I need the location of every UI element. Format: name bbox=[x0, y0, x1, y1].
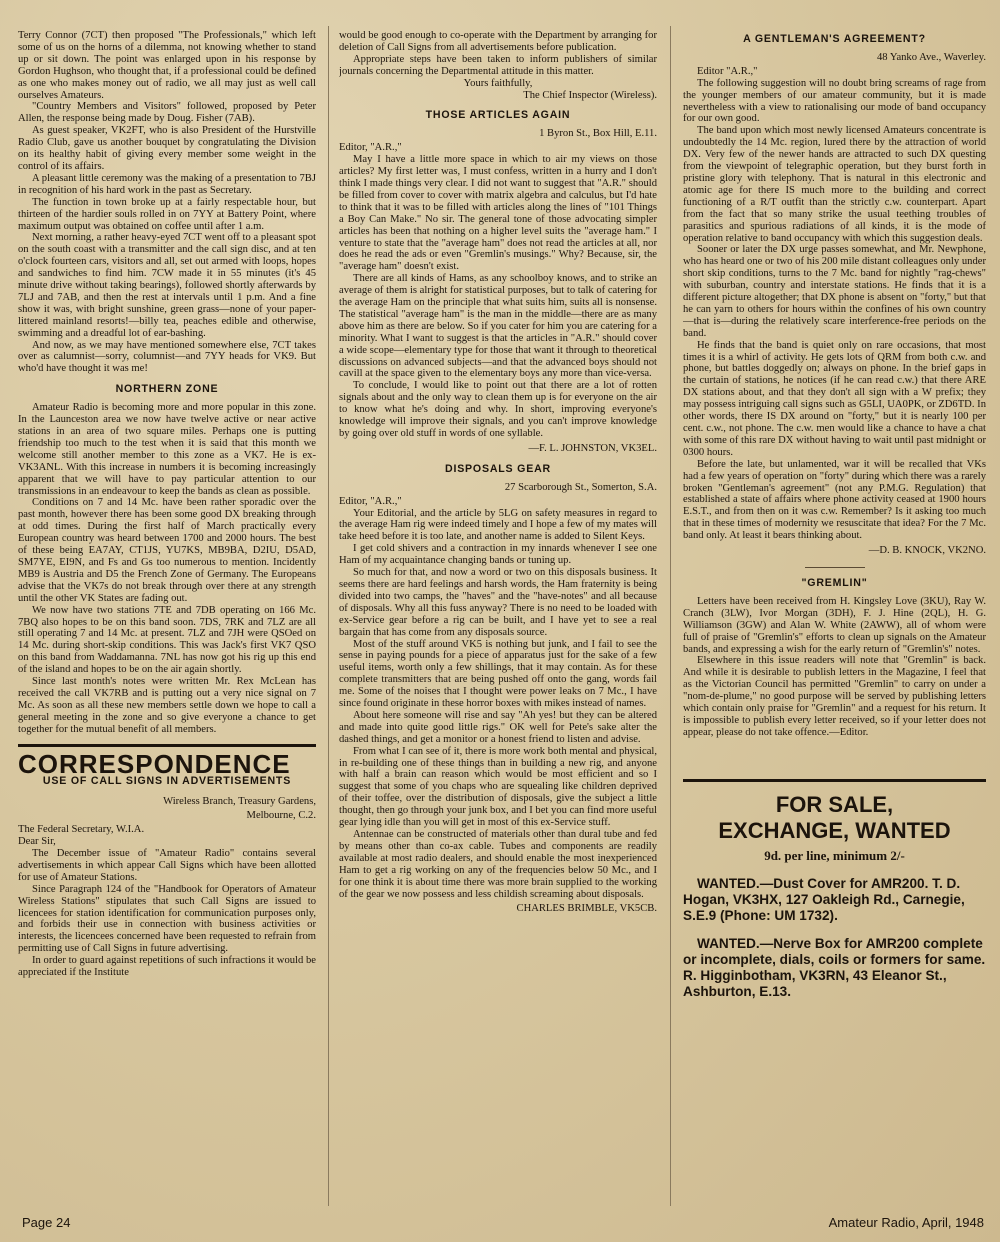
paragraph: He finds that the band is quiet only on rare occasions, that most times it is a whirl of activity. He gets lots of QRM from both c.w. and phone, but battles doggedly on; always on phone. In the brief gaps in the curtain of stations, he notices (if he can read c.w.) that there ARE DX stations about, and that they don't all sign with a W prefix; they may possess intriguing call signs such as G5LI, UA0PK, or ZD6TD. In other words, there IS DX around on "forty," but it is nearly 100 per cent. c.w., not phone. The c.w. men would like a chance to have a chat with some of this rare DX without having to wait until past midnight or 0300 hours. bbox=[683, 339, 986, 458]
ad-lead: WANTED. bbox=[697, 875, 760, 891]
paragraph: Most of the stuff around VK5 is nothing but junk, and I fail to see the sense in paying pounds for a piece of apparatus just for the sake of a few useful items, worth only a few shillings, that it may contain. As for these complete transmitters that are being pushed off onto the gang, words fail me. Some of the noises that I thought were power leaks on 7 Mc., I have since found originate in these horror boxes with mikes instead of names. bbox=[339, 638, 657, 710]
paragraph: So much for that, and now a word or two on this disposals business. It seems there are hard feelings and harsh words, the Ham fraternity is being divided into two camps, the "haves" and the "have-notes" and all because of disposals. Why all this fuss anyway? There is no need to be loaded with ex-Service gear before a rig can be built, and I have yet to see a real bargain that has come from any disposals source. bbox=[339, 567, 657, 638]
for-sale-title bbox=[683, 792, 986, 844]
paragraph: May I have a little more space in which to air my views on those articles? My first letter was, I must confess, written in a hurry and I don't think I made things very clear. I did not want to suggest that "A.R." should be filled from cover to cover with matrix algebra and calculus, but I'd hate to think that it was to be filled with articles along the lines of "101 Things a Boy Can Make." No sir. The general tone of those advocating simpler articles has been that nothing on a higher level suits the "average ham." I venture to state that the "average ham" does not read the articles at all, nor does he read the ads or even "Gremlin's musings." Why? Because, sir, the "average ham" doesn't exist. bbox=[339, 154, 657, 273]
paragraph: Before the late, but unlamented, war it will be recalled that VKs had a few years of operation on "forty" during which there was a rarely broken "Gentleman's agreement" (not any P.M.G. Regulation) that established a state of affairs where phone activity ceased at 1900 hours E.S.T., and from then on it was c.w. Remember? Is it asking too much that in these times of modernity we resuscitate that idea? For the 7 Mc. band only. At least it bears thinking about. bbox=[683, 458, 986, 542]
paragraph: would be good enough to co-operate with the Department by arranging for deletion of Call Signs from all advertisements before publication. bbox=[339, 30, 657, 53]
letter-signature: CHARLES BRIMBLE, VK5CB. bbox=[516, 903, 657, 915]
ad-rate: 9d. per line, minimum 2/- bbox=[764, 847, 905, 863]
letter-salutation: Editor "A.R.," bbox=[697, 65, 758, 77]
paragraph: The December issue of "Amateur Radio" contains several advertisements in which appear Call Signs which have been allotted for use of Amateur Stations. bbox=[18, 848, 316, 883]
letter-address: Wireless Branch, Treasury Gardens, bbox=[163, 796, 316, 808]
letter-address: Melbourne, C.2. bbox=[246, 810, 316, 822]
letter-signature: The Chief Inspector (Wireless). bbox=[523, 89, 657, 101]
paragraph: Since Paragraph 124 of the "Handbook for Operators of Amateur Wireless Stations" stipulates that such Call Signs are issued to licencees for station identification for communication purposes only, and forbids their use in connection with business activities or interests, the licencees concerned have been requested to refrain from permitting use of Call Signs in future advertising. bbox=[18, 883, 316, 955]
paragraph: About here someone will rise and say "Ah yes! but they can be altered and made into quite good little rigs." OK well for Pete's sake alter the dashed things, and get a monitor or a honest friend to listen and advise. bbox=[339, 709, 657, 745]
section-heading-call-signs: USE OF CALL SIGNS IN ADVERTISEMENTS bbox=[42, 775, 292, 788]
column-left bbox=[18, 30, 316, 1210]
letter-signature: —D. B. KNOCK, VK2NO. bbox=[868, 545, 986, 557]
letter-salutation: Editor, "A.R.," bbox=[339, 495, 402, 507]
paragraph: Sooner or later the DX urge passes somewhat, and Mr. Newphone, who has heard one or two of his 200 mile distant colleagues only under short skip conditions, turns to the 7 Mc. band for nightly "rag-chews" with suburban, country and interstate stations. He finds that it is a different picture altogether; that DX phone is absent on "forty," but that he can yarn to others for hours within the confines of his own country—that is—during the relatively scare interference-free periods on the band. bbox=[683, 244, 986, 339]
letter-salutation: Dear Sir, bbox=[18, 836, 56, 848]
letter-address: 48 Yanko Ave., Waverley. bbox=[877, 51, 986, 63]
paragraph: A pleasant little ceremony was the making of a presentation to 7BJ in recognition of his hard work in the past as Secretary. bbox=[18, 172, 316, 196]
paragraph: To conclude, I would like to point out that there are a lot of rotten signals about and the only way to clean them up is for everyone on the air to know what he's doing and why. In short, improving everyone's knowledge will improve their signals, and you can't improve knowledge by going over old stuff in words of one syllable. bbox=[339, 380, 657, 439]
paragraph: Your Editorial, and the article by 5LG on safety measures in regard to the average Ham rig were indeed timely and I hope a few of my mates will take heed before it is too late, and another name is added to Silent Keys. bbox=[339, 507, 657, 543]
correspondence-title: CORRESPONDENCE bbox=[18, 748, 291, 779]
paragraph: Since last month's notes were written Mr. Rex McLean has received the call VK7RB and is putting out a very nice signal on 7 Mc. As soon as all these new members settle down we hope to call a general meeting in the zone and so give everyone a chance to get together for the mutual benefit of all members. bbox=[18, 676, 316, 735]
paragraph: Appropriate steps have been taken to inform publishers of similar journals concerning the Departmental attitude in this matter. bbox=[339, 53, 657, 77]
ad-lead: WANTED. bbox=[697, 935, 760, 951]
section-divider bbox=[805, 567, 865, 568]
paragraph: We now have two stations 7TE and 7DB operating on 166 Mc. 7BQ also hopes to be on this band soon. 7DS, 7RK and 7LZ are all still operating 7 and 14 Mc. at present. 7LZ and 7JH were QSOed on 14 Mc. during short-skip conditions. This was Jack's first VK7 QSO on this band from Waddamanna. 7NL has now got his rig up this end of the island and hopes to be on the air again shortly. bbox=[18, 604, 316, 676]
letter-address: 1 Byron St., Box Hill, E.11. bbox=[539, 128, 657, 140]
paragraph: The following suggestion will no doubt bring screams of rage from the younger members of our amateur community, but it is made nevertheless with a view to rationalising our mode of band occupancy for our own good. bbox=[683, 77, 986, 125]
letter-salutation: Editor, "A.R.," bbox=[339, 142, 402, 154]
paragraph: Next morning, a rather heavy-eyed 7CT went off to a pleasant spot on the south coast with a transmitter and the call sign disc, and at ten o'clock fourteen cars, visitors and all, set out armed with loops, hopes and sandwiches to find him. 7CW made it in 55 minutes (it's 45 minute drive without taking bearings), followed shortly afterwards by 7LJ and 7AB, and then the rest at intervals until 1 p.m. And a fine show it was, with bright sunshine, green grass—none of your paper-littered mainland resorts!—billy tea, peaches edible and otherwise, swimming and a dreadful lot of ear-bashing. bbox=[18, 232, 316, 339]
section-heading-disposals: DISPOSALS GEAR bbox=[445, 462, 551, 475]
section-heading-gentlemans-agreement: A GENTLEMAN'S AGREEMENT? bbox=[743, 33, 926, 45]
magazine-footer: Amateur Radio, April, 1948 bbox=[828, 1215, 984, 1230]
paragraph: In order to guard against repetitions of such infractions it would be appreciated if the Institute bbox=[18, 955, 316, 979]
column-middle bbox=[339, 30, 657, 1210]
paragraph: As guest speaker, VK2FT, who is also President of the Hurstville Radio Club, gave us another bouquet by congratulating the Division on its healthy habit of giving every member some weight in the control of its affairs. bbox=[18, 125, 316, 172]
paragraph: The band upon which most newly licensed Amateurs concentrate is undoubtedly the 14 Mc. region, lured there by the attraction of world DX. Very few of the newer hands are attracted to such DX questing from the viewpoint of telegraphic operation, but they burst forth in pristine glory with telephony. That is natural in this electronic and atomic age for there IS much more to the building and correct functioning of a R/T outfit than the strictly c.w. counterpart. Apart from the fact that so many strike the usual teething troubles of parasitics and spurious radiations of all kinds, it is the mode of operation relative to band occupancy with which this suggestion deals. bbox=[683, 125, 986, 244]
section-heading-northern-zone: NORTHERN ZONE bbox=[115, 383, 219, 396]
paragraph: And now, as we may have mentioned somewhere else, 7CT takes over as calumnist—sorry, columnist—and 7YY heads for VK9. But who'd have thought it was me! bbox=[18, 339, 316, 375]
letter-closing: Yours faithfully, bbox=[463, 77, 533, 89]
letter-recipient: The Federal Secretary, W.I.A. bbox=[18, 824, 145, 836]
paragraph: Amateur Radio is becoming more and more popular in this zone. In the Launceston area we now have twelve active or near active stations in an area of two square miles. Perhaps one is putting friendship too much to the test when it is said that this month we welcome still another member to this zone as a VK7. He is ex-VK3ANL. With this increase in numbers it is becoming increasingly apparent that we will have to pay particular attention to our transmissions in an endeavour to keep the bands as clean as possible. bbox=[18, 402, 316, 497]
ad-text: —Dust Cover for AMR200. T. D. Hogan, VK3HX, 127 Oakleigh Rd., Carnegie, S.E.9 (Phone: UM 1732). bbox=[683, 875, 965, 923]
paragraph: Conditions on 7 and 14 Mc. have been rather sporadic over the past month, however there has been some good DX breaking through at odd times. During the first half of March practically every European country was heard between 1700 and 2000 hours. The best of these being EA7AY, CT1JS, YU7KS, MB9BA, D2IU, D5AD, SM7YE, EI9N, and Fs and Gs too numerous to mention. Incidently MB9 is Austria and D5 the French Zone of Germany. The Europeans advise that the VK7s do not break through over there at any strength until the other VK States are fading out. bbox=[18, 497, 316, 604]
paragraph: Antennae can be constructed of materials other than dural tube and fed by means other than co-ax cable. Tubes and components are readily available at most radio dealers, and should enable the most inexperienced Ham to get a rig working on any of the frequencies below 50 Mc., and I for one think it is about time there was more brain supplied to the working of the gear we now possess and less childish screaming about disposals. bbox=[339, 829, 657, 900]
paragraph: Letters have been received from H. Kingsley Love (3KU), Ray W. Cranch (3LW), Ivor Morgan (3DH), F. J. Hine (2QL), H. G. Williamson (3GW) and Alan W. White (2AWW), all of whom were full of praise of "Gremlin's" efforts to clean up signals on the Amateur bands, and expressing a wish for the early return of "Gremlin's" notes. bbox=[683, 595, 986, 655]
letter-signature: —F. L. JOHNSTON, VK3EL. bbox=[528, 442, 657, 454]
paragraph: The function in town broke up at a fairly respectable hour, but thirteen of the hardier souls rolled in on 7YY at Battery Point, where maximum output was obtained on coffee until after 1 a.m. bbox=[18, 196, 316, 232]
paragraph: From what I can see of it, there is more work both mental and physical, in re-building one of these things than in building a new rig, and anyone with half a brain can reason which would be most efficient and so I suggest that some of you chaps who are squealing like children deprived of their toffee, over the distribution of disposals, give the subject a little thought, then go through your junk box, and I bet you can find more useful gear lying idle than you will get in most of this ex-Service stuff. bbox=[339, 745, 657, 829]
letter-address: 27 Scarborough St., Somerton, S.A. bbox=[504, 481, 657, 493]
paragraph: Terry Connor (7CT) then proposed "The Professionals," which left some of us on the horns of a dilemma, not knowing whether to stand up or sit down. The point was enlarged upon in his response by Gordon Hughson, who thought that, if a professional could be defined as one who makes money out of radio, we all may just as well call ourselves Amateurs. bbox=[18, 30, 316, 101]
column-divider bbox=[670, 26, 671, 1206]
column-right bbox=[683, 30, 986, 1210]
classified-ad bbox=[683, 876, 986, 924]
classified-ad bbox=[683, 936, 986, 1000]
for-sale-title-line1: FOR SALE, bbox=[775, 791, 894, 817]
paragraph: Elsewhere in this issue readers will note that "Gremlin" is back. And while it is desirable to publish letters in the Magazine, I feel that as the Victorian Council has permitted "Gremlin" to carry on under a "nom-de-plume," no good purpose will be served by publishing letters which contain only praise for "Gremlin" and a request for his return. It is impossible to publish every letter received, so if your letter does not appear, please do not take offence.—Editor. bbox=[683, 655, 986, 738]
paragraph: I get cold shivers and a contraction in my innards whenever I see one Ham of my acquaintance changing bands or tuning up. bbox=[339, 543, 657, 567]
paragraph: There are all kinds of Hams, as any schoolboy knows, and to strike an average of them is alright for statistical purposes, but to talk of catering for the average Ham on the principle that what suits him, suits all is nonsense. The statistical "average ham" is the man in the middle—there are as many above him as there are below. So if you cater for him you are catering for a minority. What I want to suggest is that the articles in "A.R." should cover a wide scope—elementary type for those that want it through to theoretical discussions on advanced subjects—and that the advanced boys should not cavill at the space given to the elementary boys any more than vice-versa. bbox=[339, 273, 657, 380]
section-heading-articles: THOSE ARTICLES AGAIN bbox=[425, 109, 571, 122]
section-divider bbox=[18, 744, 316, 747]
section-divider bbox=[683, 779, 986, 782]
section-heading-gremlin: "GREMLIN" bbox=[801, 576, 868, 589]
column-divider bbox=[328, 26, 329, 1206]
for-sale-title-line2: EXCHANGE, WANTED bbox=[718, 817, 951, 843]
paragraph: "Country Members and Visitors" followed, proposed by Peter Allen, the response being made by Doug. Fisher (7AB). bbox=[18, 101, 316, 125]
ad-text: —Nerve Box for AMR200 complete or incomplete, dials, coils or formers for same. R. Higginbotham, VK3RN, 43 Eleanor St., Ashburton, E.13. bbox=[683, 935, 986, 999]
page-number: Page 24 bbox=[22, 1215, 71, 1230]
